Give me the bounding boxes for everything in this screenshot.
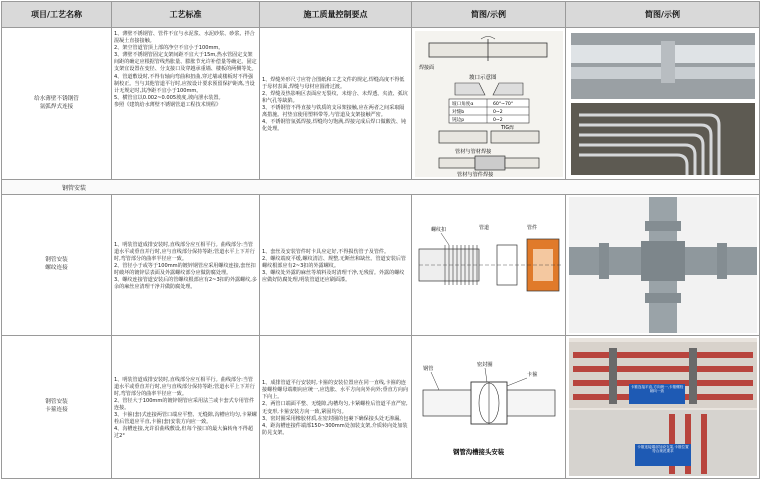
header-name: 项目/工艺名称 bbox=[2, 2, 112, 28]
groove-cell: 对缝b bbox=[451, 109, 464, 115]
standard-item: 参照《建筑给水薄壁不锈钢管道工程技术规程》 bbox=[114, 101, 221, 108]
table-row bbox=[2, 336, 760, 479]
control-item: 2、两管口端面平整、无缝隙,沟槽均匀,卡紧螺栓后管道平直严密,无变形,卡箍安装方向一致,紧固均匀。 bbox=[262, 401, 408, 415]
groove-cell: 坡口角度α bbox=[451, 101, 473, 107]
process-standard-table bbox=[1, 1, 760, 479]
header-diagram: 简图/示例 bbox=[412, 2, 566, 28]
thread-label: 螺纹扣 bbox=[430, 227, 446, 233]
groove-title: 坡口示意图 bbox=[468, 74, 497, 81]
fitting-joint-label: 管材与管件焊接 bbox=[456, 171, 493, 177]
standard-item: 3、螺纹连接管道安装后的管螺纹根部应有2~3扣的外露螺纹,多余的麻丝应清理干净并做防腐处理。 bbox=[114, 277, 257, 291]
tig-label: TIG焊 bbox=[500, 125, 514, 131]
pipe-label: 管道 bbox=[478, 225, 489, 231]
weld-diagram bbox=[415, 31, 563, 177]
control-item: 3、密封圈采用橡胶材质,在密封圈的包裹下确保接头处无渗漏。 bbox=[262, 415, 405, 422]
control-item: 1、焊缝外形尺寸应符合图纸和工艺文件的规定,焊缝高度不得低于母材表面,焊缝与母材应圆滑过渡。 bbox=[262, 76, 405, 90]
groove-cell: 钝边p bbox=[451, 117, 464, 123]
standard-item: 3、薄壁不锈钢管固定支架间距不宜大于15m,热水管固定支架间距的确定应根据管线热胀量、膨胀节允许补偿量等确定。固定支架宜设置在变径、分支接口及穿越承重墙、楼板的两侧等处。 bbox=[114, 52, 257, 73]
control-item: 2、螺纹端度平缓,螺纹清洁、规整,无断丝和缺丝。管道安装后管螺纹根部应有2~3扣的外露螺纹。 bbox=[262, 255, 407, 269]
row-standard bbox=[112, 28, 260, 180]
control-item: 3、螺纹处外露的麻丝等填料及时清理干净,无残留。外露的螺纹应做好防腐处理,明装管道还应刷面漆。 bbox=[262, 270, 405, 284]
weld-photo-cell bbox=[566, 28, 760, 180]
control-item: 4、距沟槽连接件端部150~300mm处加装支架,介质转向处加装防晃支架。 bbox=[262, 422, 408, 436]
table-row bbox=[2, 195, 760, 336]
standard-item: 1、明装管道成排安装时,直线部分应互相平行。曲线部分:当管道水平或垂直并行时,应与直线部分保持等距;管道水平上下并行时,弯管部分的曲率半径应一致。 bbox=[114, 241, 255, 262]
row-control bbox=[260, 195, 412, 336]
clamp-photo bbox=[569, 338, 757, 476]
row-standard bbox=[112, 195, 260, 336]
section-title: 钢管安装 bbox=[2, 180, 760, 195]
clamp-photo-cell bbox=[566, 336, 760, 479]
header-standard: 工艺标准 bbox=[112, 2, 260, 28]
standard-item: 2、架空管道管顶上部的净空不宜小于100mm。 bbox=[114, 45, 224, 52]
header-photo: 简图/示例 bbox=[566, 2, 760, 28]
standard-item: 4、管道敷设时,不得有轴向弯曲和扭曲,穿过墙或楼板时不得强制校正。当与其他管道平行时,应按设计要求预留保护距离,当设计无规定时,其净距不宜小于100mm。 bbox=[114, 73, 255, 94]
row-control bbox=[260, 28, 412, 180]
standard-item: 1、明装管道成排安装时,直线部分应互相平行。曲线部分:当管道水平或垂直并行时,应与直线部分保持等距;管道水平上下并行时,弯管部分的曲率半径应一致。 bbox=[114, 376, 255, 397]
standard-item: 3、卡箍(套)式连接两管口端应平整、无缝隙,沟槽应均匀,卡紧螺栓后管道应平直,卡箍(套)安装方向应一致。 bbox=[114, 412, 257, 426]
row-name: 给水薄壁不锈钢管 氩弧焊式连接 bbox=[2, 28, 112, 180]
clamp-diagram-cell bbox=[412, 336, 566, 479]
clamp-label: 卡箍 bbox=[526, 372, 537, 378]
clamp-diagram bbox=[415, 352, 563, 462]
clamp-caption: 钢管沟槽接头安装 bbox=[452, 448, 504, 456]
header-row bbox=[2, 2, 760, 28]
control-item: 2、焊缝及热影响区表面应无裂纹、未熔合、未焊透、夹渣、弧坑和气孔等缺陷。 bbox=[262, 90, 408, 104]
standard-item: 4、沟槽连接,允许沿曲线敷设,但每个接口的最大偏转角不得超过2° bbox=[114, 426, 253, 440]
weld-diagram-cell bbox=[412, 28, 566, 180]
standard-item: 2、管径小于或等于100mm的镀锌钢管应采用螺纹连接,套丝扣时破坏的镀锌层表面及外露螺纹部分应做防腐处理。 bbox=[114, 262, 256, 277]
clamp-note-1: 卡箍连接平直,方向统一,卡箍螺栓朝向一致 bbox=[630, 385, 683, 394]
pipe-joint-label: 管材与管材焊接 bbox=[454, 148, 491, 155]
row-standard bbox=[112, 336, 260, 479]
control-item: 4、不锈钢管氩弧焊接,焊缝均匀饱满,焊接完成后焊口做酸洗、钝化处理。 bbox=[262, 119, 407, 133]
control-item: 1、成排管道平行安装时,卡箍的安装位置应在同一直线,卡箍的连接螺栓螺母端朝向应统一,应选胀、水平方向向外向外;垂直方向向下向上。 bbox=[262, 380, 408, 401]
control-item: 3、不锈钢管不得直接与铁质的支吊架接触,应在两者之间采取隔离措施。衬垫宜使用塑料带等,与管道及支架接触严密。 bbox=[262, 105, 405, 119]
thread-photo bbox=[569, 197, 757, 333]
row-name: 钢管安装 卡箍连接 bbox=[2, 336, 112, 479]
seal-label: 密封圈 bbox=[476, 362, 493, 368]
weld-photos bbox=[569, 31, 757, 177]
groove-cell: 0~2 bbox=[492, 117, 503, 123]
header-control: 施工质量控制要点 bbox=[260, 2, 412, 28]
thread-photo-cell bbox=[566, 195, 760, 336]
thread-diagram-cell bbox=[412, 195, 566, 336]
clamp-note-2: 卡箍连接端部加设支架,卡箍位置符合规范要求 bbox=[636, 445, 689, 454]
thread-diagram bbox=[415, 215, 563, 315]
standard-item: 2、管径大于100mm的镀锌钢管应采用法兰或卡套式专用管件连接。 bbox=[114, 397, 255, 411]
groove-cell: 0~2 bbox=[492, 109, 503, 115]
row-name: 钢管安装 螺纹连接 bbox=[2, 195, 112, 336]
row-control bbox=[260, 336, 412, 479]
groove-cell: 60°~70° bbox=[492, 101, 513, 107]
table-row bbox=[2, 28, 760, 180]
standard-item: 1、薄壁不锈钢管、管件不宜与水泥浆、水泥砂浆、砂浆、拌合混凝土直接接触。 bbox=[114, 31, 255, 45]
fitting-label: 管件 bbox=[526, 225, 537, 231]
section-row bbox=[2, 180, 760, 195]
standard-item: 5、横管宜以0.002~0.005坡度,坡向泄水装置。 bbox=[114, 94, 224, 101]
control-item: 1、套丝及安装管件时卡具应定好,不得损伤管子及管件。 bbox=[262, 248, 390, 255]
weld-face-label: 焊接面 bbox=[418, 64, 434, 71]
pipe-label: 钢管 bbox=[422, 366, 433, 372]
